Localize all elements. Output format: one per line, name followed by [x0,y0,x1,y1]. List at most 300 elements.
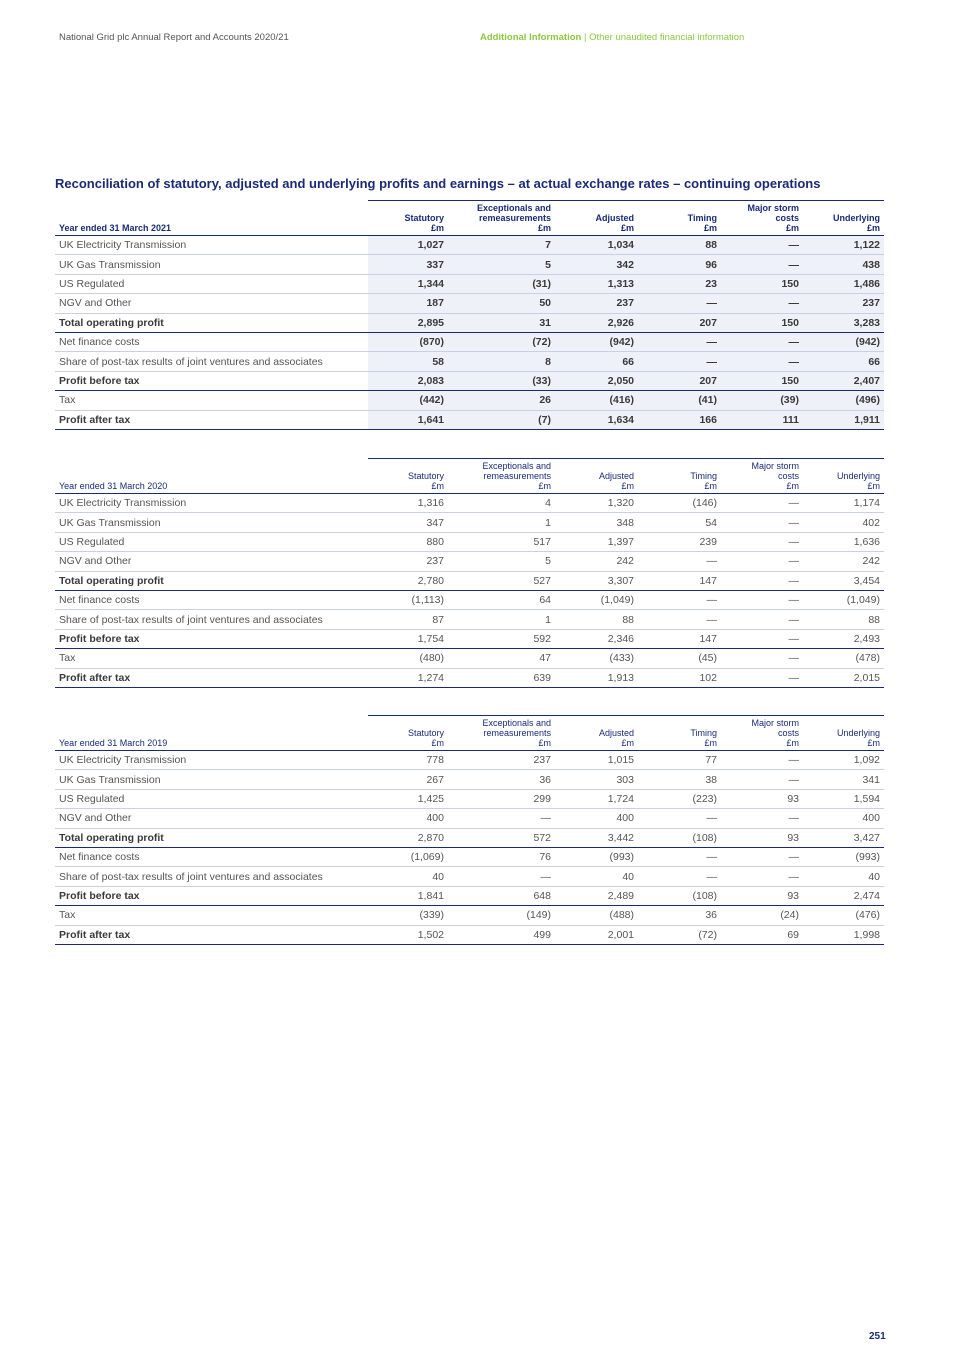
table-header-row [55,201,884,236]
cell-timing: — [638,867,721,886]
column-header-line: £m [430,223,444,233]
cell-timing: 207 [638,371,721,390]
cell-exceptionals: 47 [448,649,555,668]
row-label: NGV and Other [55,294,368,313]
cell-adjusted: 2,346 [555,629,638,648]
column-header-line: £m [537,223,551,233]
row-label: UK Gas Transmission [55,770,368,789]
row-label: Profit before tax [55,886,368,905]
column-header-major-storm [721,459,803,494]
cell-exceptionals: 1 [448,610,555,629]
cell-exceptionals: 31 [448,313,555,332]
cell-underlying: (1,049) [803,590,884,609]
cell-underlying: 1,636 [803,532,884,551]
column-header-line: £m [867,481,880,491]
cell-exceptionals: (72) [448,332,555,351]
row-label: UK Gas Transmission [55,255,368,274]
cell-major-storm: — [721,809,803,828]
column-header-line: £m [538,738,551,748]
cell-major-storm: — [721,571,803,590]
cell-statutory: 880 [368,532,448,551]
cell-exceptionals: 648 [448,886,555,905]
column-header-line: Statutory [407,471,444,481]
cell-underlying: 66 [803,352,884,371]
cell-exceptionals: 299 [448,789,555,808]
cell-exceptionals: 1 [448,513,555,532]
cell-major-storm: — [721,629,803,648]
cell-major-storm: — [721,867,803,886]
cell-timing: 23 [638,274,721,293]
cell-exceptionals: 237 [448,751,555,770]
column-header-line: £m [621,738,634,748]
cell-major-storm: 150 [721,313,803,332]
column-header-line: remeasurements [483,471,551,481]
cell-statutory: 1,344 [368,274,448,293]
column-header-line: remeasurements [483,728,551,738]
column-header-line: Adjusted [595,213,634,223]
table-row [55,391,884,410]
row-label: NGV and Other [55,552,368,571]
cell-adjusted: 3,307 [555,571,638,590]
cell-major-storm: — [721,532,803,551]
cell-exceptionals: 4 [448,494,555,513]
cell-statutory: 778 [368,751,448,770]
table-row [55,532,884,551]
cell-underlying: (993) [803,847,884,866]
row-label: UK Electricity Transmission [55,494,368,513]
cell-adjusted: (416) [555,391,638,410]
breadcrumb-section: Additional Information [480,32,582,43]
column-header-line: Underlying [832,213,880,223]
row-label: UK Gas Transmission [55,513,368,532]
table-row [55,590,884,609]
column-header-line: £m [786,738,799,748]
cell-major-storm: 69 [721,925,803,944]
table-row [55,513,884,532]
cell-major-storm: (39) [721,391,803,410]
row-label: Tax [55,649,368,668]
cell-exceptionals: 64 [448,590,555,609]
row-label: Total operating profit [55,571,368,590]
table-row [55,610,884,629]
cell-statutory: 2,083 [368,371,448,390]
column-header-line: Statutory [407,728,444,738]
cell-timing: (41) [638,391,721,410]
table-row [55,410,884,429]
cell-underlying: 341 [803,770,884,789]
cell-major-storm: — [721,513,803,532]
cell-adjusted: 348 [555,513,638,532]
row-label: NGV and Other [55,809,368,828]
column-header-line: costs [777,471,799,481]
cell-adjusted: (488) [555,906,638,925]
row-label: UK Electricity Transmission [55,751,368,770]
table-2021 [55,200,884,430]
cell-timing: 96 [638,255,721,274]
cell-statutory: 1,641 [368,410,448,429]
row-label: Total operating profit [55,828,368,847]
column-header-line: £m [867,738,880,748]
column-header-major-storm [721,716,803,751]
row-label: Net finance costs [55,590,368,609]
table-row [55,649,884,668]
cell-exceptionals: 517 [448,532,555,551]
cell-adjusted: 2,001 [555,925,638,944]
column-header-line: costs [777,728,799,738]
column-header-underlying [803,716,884,751]
cell-statutory: 2,895 [368,313,448,332]
cell-major-storm: — [721,352,803,371]
cell-major-storm: — [721,751,803,770]
column-header-line: £m [703,223,717,233]
cell-adjusted: 400 [555,809,638,828]
cell-statutory: 267 [368,770,448,789]
cell-underlying: 3,283 [803,313,884,332]
column-header-adjusted [555,459,638,494]
cell-adjusted: 1,034 [555,236,638,255]
cell-underlying: (942) [803,332,884,351]
cell-adjusted: 1,724 [555,789,638,808]
table-row [55,668,884,687]
row-label: US Regulated [55,274,368,293]
table-row [55,847,884,866]
table-row [55,571,884,590]
cell-statutory: (480) [368,649,448,668]
row-label: Profit before tax [55,629,368,648]
cell-timing: (108) [638,828,721,847]
table-row [55,867,884,886]
financial-table [55,200,884,430]
column-header-adjusted [555,716,638,751]
table-row [55,886,884,905]
cell-major-storm: — [721,610,803,629]
cell-underlying: 1,174 [803,494,884,513]
cell-statutory: 337 [368,255,448,274]
cell-major-storm: — [721,847,803,866]
row-label: UK Electricity Transmission [55,236,368,255]
cell-timing: 88 [638,236,721,255]
year-label: Year ended 31 March 2020 [55,459,368,494]
column-header-exceptionals [448,459,555,494]
cell-exceptionals: 36 [448,770,555,789]
table-row [55,236,884,255]
table-row [55,925,884,944]
cell-statutory: 347 [368,513,448,532]
cell-adjusted: 1,634 [555,410,638,429]
cell-timing: — [638,610,721,629]
column-header-timing [638,716,721,751]
row-label: Profit after tax [55,925,368,944]
cell-underlying: 1,998 [803,925,884,944]
cell-timing: 38 [638,770,721,789]
column-header-statutory [368,459,448,494]
financial-table [55,458,884,688]
column-header-exceptionals [448,716,555,751]
table-row [55,494,884,513]
row-label: Tax [55,906,368,925]
table-row [55,906,884,925]
cell-adjusted: (433) [555,649,638,668]
cell-major-storm: — [721,494,803,513]
cell-timing: — [638,809,721,828]
cell-statutory: 1,502 [368,925,448,944]
column-header-line: £m [785,223,799,233]
row-label: Profit after tax [55,668,368,687]
cell-adjusted: (993) [555,847,638,866]
cell-major-storm: 150 [721,274,803,293]
page-number: 251 [869,1331,886,1342]
column-header-line: Exceptionals and [482,718,551,728]
cell-adjusted: 2,050 [555,371,638,390]
cell-timing: 77 [638,751,721,770]
table-header-row [55,459,884,494]
cell-exceptionals: (7) [448,410,555,429]
cell-statutory: (870) [368,332,448,351]
column-header-line: Exceptionals and [476,203,551,213]
cell-underlying: (496) [803,391,884,410]
cell-statutory: 1,274 [368,668,448,687]
cell-underlying: 1,911 [803,410,884,429]
column-header-line: £m [431,481,444,491]
cell-exceptionals: — [448,867,555,886]
cell-major-storm: — [721,590,803,609]
row-label: Profit after tax [55,410,368,429]
row-label: Net finance costs [55,332,368,351]
cell-statutory: (1,069) [368,847,448,866]
row-label: Net finance costs [55,847,368,866]
cell-underlying: 402 [803,513,884,532]
column-header-line: remeasurements [478,213,551,223]
table-row [55,352,884,371]
cell-adjusted: 88 [555,610,638,629]
cell-statutory: (442) [368,391,448,410]
breadcrumb-separator: | [583,32,587,43]
cell-adjusted: 1,397 [555,532,638,551]
cell-underlying: 242 [803,552,884,571]
cell-major-storm: 93 [721,789,803,808]
row-label: Total operating profit [55,313,368,332]
cell-statutory: (339) [368,906,448,925]
column-header-line: £m [621,481,634,491]
column-header-timing [638,201,721,236]
table-row [55,751,884,770]
breadcrumb-subsection: Other unaudited financial information [589,32,745,43]
cell-adjusted: 1,320 [555,494,638,513]
cell-underlying: (478) [803,649,884,668]
cell-timing: 239 [638,532,721,551]
cell-major-storm: — [721,332,803,351]
cell-adjusted: 2,489 [555,886,638,905]
cell-major-storm: — [721,236,803,255]
cell-underlying: 3,427 [803,828,884,847]
column-header-line: Underlying [836,471,880,481]
cell-statutory: 58 [368,352,448,371]
cell-timing: 166 [638,410,721,429]
row-label: US Regulated [55,532,368,551]
cell-timing: 147 [638,571,721,590]
table-2019 [55,715,884,945]
cell-underlying: 400 [803,809,884,828]
cell-statutory: 187 [368,294,448,313]
cell-adjusted: (1,049) [555,590,638,609]
cell-timing: — [638,552,721,571]
column-header-line: Statutory [404,213,444,223]
cell-underlying: 40 [803,867,884,886]
cell-major-storm: 150 [721,371,803,390]
cell-exceptionals: 5 [448,552,555,571]
cell-timing: 147 [638,629,721,648]
cell-timing: — [638,332,721,351]
column-header-adjusted [555,201,638,236]
cell-statutory: (1,113) [368,590,448,609]
section-breadcrumb [480,32,744,43]
table-2020 [55,458,884,688]
cell-statutory: 40 [368,867,448,886]
financial-table [55,715,884,945]
cell-timing: 207 [638,313,721,332]
cell-timing: — [638,294,721,313]
cell-timing: — [638,590,721,609]
column-header-line: £m [620,223,634,233]
column-header-line: Timing [690,728,717,738]
table-row [55,371,884,390]
cell-major-storm: (24) [721,906,803,925]
table-row [55,313,884,332]
column-header-line: Exceptionals and [482,461,551,471]
table-row [55,255,884,274]
cell-timing: (146) [638,494,721,513]
cell-statutory: 1,425 [368,789,448,808]
row-label: Tax [55,391,368,410]
column-header-major-storm [721,201,803,236]
cell-timing: — [638,847,721,866]
cell-exceptionals: (33) [448,371,555,390]
row-label: US Regulated [55,789,368,808]
column-header-line: Timing [690,471,717,481]
table-row [55,789,884,808]
cell-timing: 102 [638,668,721,687]
cell-exceptionals: 8 [448,352,555,371]
column-header-line: £m [704,481,717,491]
column-header-line: £m [786,481,799,491]
cell-major-storm: — [721,649,803,668]
cell-adjusted: 40 [555,867,638,886]
cell-exceptionals: (149) [448,906,555,925]
cell-adjusted: 3,442 [555,828,638,847]
cell-adjusted: 342 [555,255,638,274]
cell-timing: (72) [638,925,721,944]
cell-exceptionals: (31) [448,274,555,293]
cell-major-storm: — [721,552,803,571]
column-header-line: £m [538,481,551,491]
cell-statutory: 2,870 [368,828,448,847]
cell-underlying: 2,407 [803,371,884,390]
cell-statutory: 237 [368,552,448,571]
cell-adjusted: 242 [555,552,638,571]
cell-adjusted: 303 [555,770,638,789]
cell-exceptionals: 527 [448,571,555,590]
cell-underlying: 1,486 [803,274,884,293]
cell-adjusted: 1,313 [555,274,638,293]
cell-major-storm: 111 [721,410,803,429]
column-header-line: £m [431,738,444,748]
row-label: Share of post-tax results of joint ventures and associates [55,352,368,371]
report-title: National Grid plc Annual Report and Accounts 2020/21 [59,32,289,43]
cell-major-storm: — [721,294,803,313]
cell-statutory: 1,754 [368,629,448,648]
column-header-underlying [803,201,884,236]
cell-timing: (108) [638,886,721,905]
cell-exceptionals: 26 [448,391,555,410]
table-row [55,770,884,789]
column-header-statutory [368,201,448,236]
table-row [55,294,884,313]
column-header-line: £m [866,223,880,233]
column-header-statutory [368,716,448,751]
column-header-line: Major storm [751,718,799,728]
cell-underlying: 438 [803,255,884,274]
cell-exceptionals: 5 [448,255,555,274]
cell-statutory: 1,841 [368,886,448,905]
cell-timing: — [638,352,721,371]
cell-exceptionals: 639 [448,668,555,687]
cell-major-storm: — [721,770,803,789]
column-header-line: Major storm [747,203,799,213]
cell-exceptionals: 76 [448,847,555,866]
cell-adjusted: 66 [555,352,638,371]
cell-adjusted: 1,015 [555,751,638,770]
cell-timing: (223) [638,789,721,808]
column-header-line: £m [704,738,717,748]
cell-statutory: 2,780 [368,571,448,590]
cell-underlying: (476) [803,906,884,925]
cell-underlying: 2,493 [803,629,884,648]
table-row [55,809,884,828]
cell-adjusted: 2,926 [555,313,638,332]
column-header-timing [638,459,721,494]
table-row [55,552,884,571]
cell-major-storm: — [721,255,803,274]
row-label: Share of post-tax results of joint ventures and associates [55,610,368,629]
cell-major-storm: 93 [721,828,803,847]
cell-major-storm: 93 [721,886,803,905]
cell-statutory: 87 [368,610,448,629]
row-label: Profit before tax [55,371,368,390]
cell-underlying: 237 [803,294,884,313]
cell-underlying: 2,474 [803,886,884,905]
row-label: Share of post-tax results of joint ventures and associates [55,867,368,886]
cell-exceptionals: 7 [448,236,555,255]
cell-underlying: 1,122 [803,236,884,255]
column-header-line: Major storm [751,461,799,471]
cell-underlying: 2,015 [803,668,884,687]
cell-exceptionals: 50 [448,294,555,313]
cell-underlying: 3,454 [803,571,884,590]
table-header-row [55,716,884,751]
cell-exceptionals: 592 [448,629,555,648]
cell-adjusted: 237 [555,294,638,313]
table-row [55,274,884,293]
cell-underlying: 1,594 [803,789,884,808]
cell-timing: 54 [638,513,721,532]
column-header-underlying [803,459,884,494]
page-title: Reconciliation of statutory, adjusted and underlying profits and earnings – at actual exchange rates – continuing operations [55,176,821,191]
cell-timing: (45) [638,649,721,668]
table-row [55,629,884,648]
cell-exceptionals: 572 [448,828,555,847]
cell-timing: 36 [638,906,721,925]
cell-statutory: 400 [368,809,448,828]
